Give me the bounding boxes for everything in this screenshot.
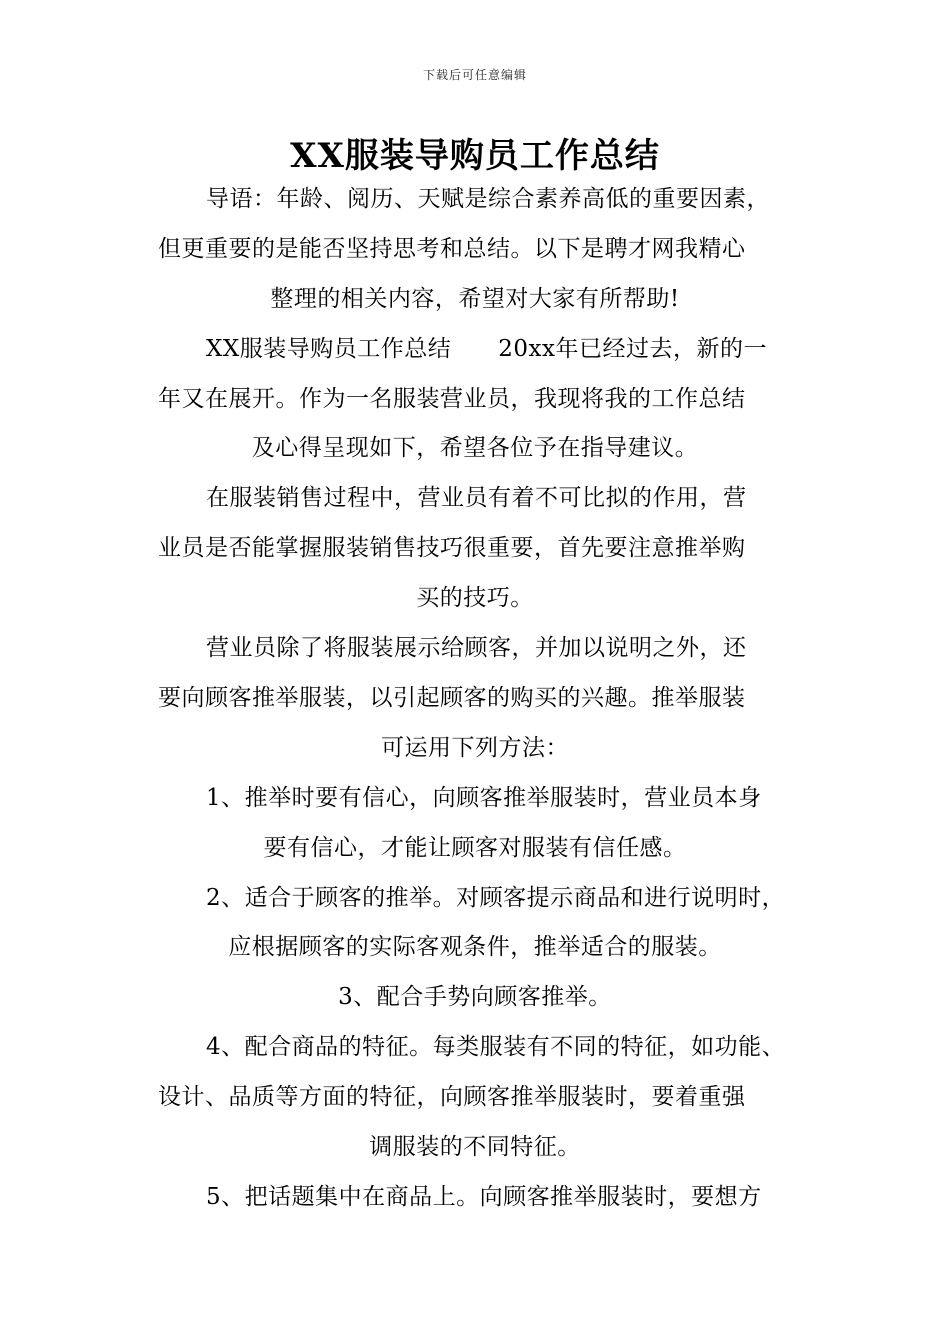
text-line: 可运用下列方法： — [381, 735, 569, 761]
text-line: 导语：年龄、阅历、天赋是综合素养高低的重要因素， — [206, 186, 770, 212]
text-line: 及心得呈现如下，希望各位予在指导建议。 — [251, 435, 699, 461]
text-line: 应根据顾客的实际客观条件，推举适合的服装。 — [228, 934, 722, 960]
text-line: 买的技巧。 — [416, 585, 534, 611]
text-line: 整理的相关内容，希望对大家有所帮助! — [270, 286, 680, 312]
text-line: 调服装的不同特征。 — [369, 1134, 581, 1160]
text-line: 但更重要的是能否坚持思考和总结。以下是聘才网我精心 — [158, 236, 746, 262]
document-title: XX服装导购员工作总结 — [290, 136, 660, 176]
text-line: 3、配合手势向顾客推举。 — [338, 984, 612, 1010]
text-line: 5、把话题集中在商品上。向顾客推举服装时，要想方 — [206, 1184, 762, 1210]
text-line: 要向顾客推举服装，以引起顾客的购买的兴趣。推举服装 — [158, 685, 746, 711]
text-line: 4、配合商品的特征。每类服装有不同的特征，如功能、 — [206, 1034, 786, 1060]
text-line: 要有信心，才能让顾客对服装有信任感。 — [263, 835, 687, 861]
text-line: 在服装销售过程中，营业员有着不可比拟的作用，营 — [206, 485, 747, 511]
text-line: 营业员除了将服装展示给顾客，并加以说明之外，还 — [206, 635, 747, 661]
text-line: 年又在展开。作为一名服装营业员，我现将我的工作总结 — [158, 386, 746, 412]
text-line: XX服装导购员工作总结 20xx年已经过去，新的一 — [206, 336, 767, 362]
text-line: 1、推举时要有信心，向顾客推举服装时，营业员本身 — [206, 785, 762, 811]
text-line: 设计、品质等方面的特征，向顾客推举服装时，要着重强 — [158, 1084, 746, 1110]
text-line: 2、适合于顾客的推举。对顾客提示商品和进行说明时， — [206, 885, 786, 911]
text-line: 业员是否能掌握服装销售技巧很重要，首先要注意推举购 — [158, 535, 746, 561]
header-note: 下载后可任意编辑 — [422, 68, 527, 82]
